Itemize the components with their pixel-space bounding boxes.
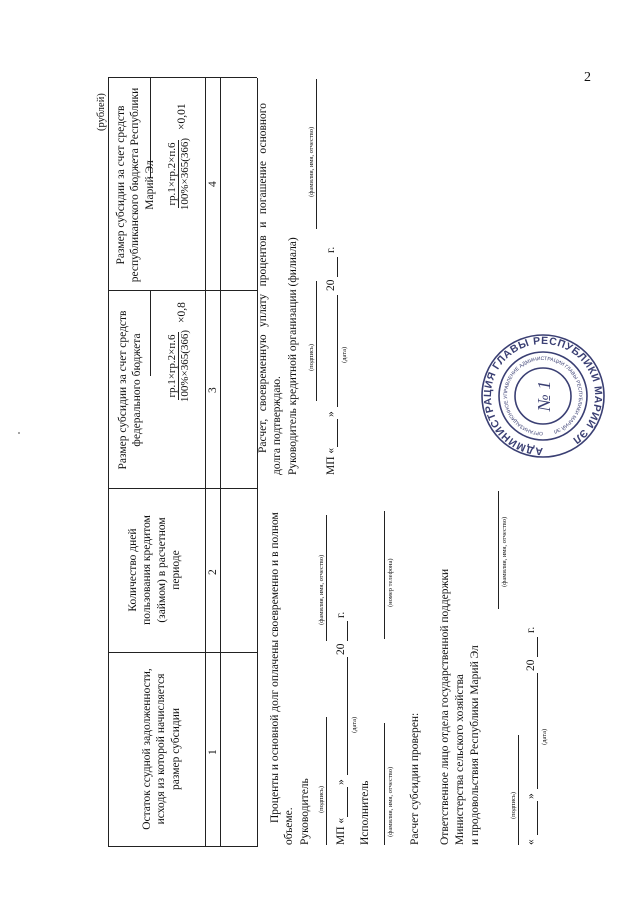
table-bottom-border bbox=[220, 78, 221, 847]
formula-3-numerator: гр.1×гр.2×п.6 bbox=[166, 334, 178, 398]
left-mp-open: МП « bbox=[335, 817, 347, 845]
formula-4-denominator: 100%×365(366) bbox=[179, 137, 191, 211]
verify-line-3: и продовольствия Республики Марий Эл bbox=[469, 645, 481, 845]
formula-col-3 bbox=[166, 321, 191, 411]
executor-name-caption: (фамилия, имя, отчество) bbox=[387, 766, 394, 837]
left-sign-line bbox=[326, 717, 327, 845]
verify-year: 20 bbox=[525, 659, 537, 671]
left-head-label: Руководитель bbox=[299, 778, 311, 845]
verify-title: Расчет субсидии проверен: bbox=[409, 712, 421, 845]
verify-year-suffix: г. bbox=[525, 626, 537, 633]
right-mp-open: МП « bbox=[325, 447, 337, 475]
left-quote-close: » bbox=[335, 779, 347, 785]
right-name-caption: (фамилия, имя, отчество) bbox=[308, 126, 315, 197]
left-year-suffix: г. bbox=[335, 611, 347, 618]
right-quote-close: » bbox=[325, 411, 337, 417]
page-number: 2 bbox=[584, 70, 591, 85]
left-date-line bbox=[347, 657, 348, 775]
verify-sign-line bbox=[518, 735, 519, 845]
verify-open-quote: « bbox=[525, 839, 537, 845]
col-number-1: 1 bbox=[207, 749, 219, 755]
left-date-caption: (дата) bbox=[351, 716, 358, 733]
table-col-line bbox=[108, 846, 257, 847]
units-label: (рублей) bbox=[96, 93, 107, 131]
verify-quote-close: » bbox=[525, 793, 537, 799]
table-top-border bbox=[108, 78, 109, 847]
right-date-caption: (дата) bbox=[341, 346, 348, 363]
formula-4-factor: ×0,01 bbox=[176, 103, 188, 130]
left-name-line bbox=[326, 515, 327, 641]
right-year: 20 bbox=[325, 279, 337, 291]
verify-sign-caption: (подпись) bbox=[510, 792, 517, 819]
formula-4-numerator: гр.1×гр.2×п.6 bbox=[166, 142, 178, 206]
header-col-4: Размер субсидии за счет средств республиканского бюджета Республики Марий Эл bbox=[115, 87, 156, 283]
right-sign-line bbox=[316, 281, 317, 401]
verify-line-1: Ответственное лицо отдела государственной поддержки bbox=[439, 568, 451, 845]
right-date-line bbox=[337, 295, 338, 407]
verify-name-caption: (фамилия, имя, отчество) bbox=[501, 516, 508, 587]
verify-date-caption: (дата) bbox=[541, 728, 548, 745]
formula-3-denominator: 100%×365(366) bbox=[179, 329, 191, 403]
seal-center-text: № 1 bbox=[534, 380, 554, 412]
executor-phone-line bbox=[384, 511, 385, 639]
right-year-line bbox=[337, 257, 338, 277]
verify-date-line bbox=[537, 673, 538, 789]
col-number-2: 2 bbox=[207, 569, 219, 575]
formula-col-4 bbox=[166, 129, 191, 219]
left-sign-caption: (подпись) bbox=[318, 786, 325, 813]
verify-year-line bbox=[537, 637, 538, 657]
table-col-line bbox=[108, 77, 257, 78]
right-sign-caption: (подпись) bbox=[308, 344, 315, 371]
header-col-2: Количество дней пользования кредитом (займом) в расчетном периоде bbox=[127, 515, 183, 625]
table-col-line bbox=[108, 488, 257, 489]
right-paragraph: Расчет, своевременную уплату процентов и погашение основного долга подтверждаю. bbox=[257, 103, 284, 475]
table-col-line bbox=[108, 652, 257, 653]
header-sub-line bbox=[150, 291, 151, 376]
executor-name-line bbox=[384, 723, 385, 845]
left-day-line bbox=[347, 787, 348, 817]
right-year-suffix: г. bbox=[325, 246, 337, 253]
table-header-bottom bbox=[205, 78, 206, 847]
formula-3-factor: ×0,8 bbox=[176, 302, 188, 323]
verify-name-line bbox=[498, 491, 499, 609]
seal-inner-text: ОРГАНИЗАЦИОННОЕ УПРАВЛЕНИЕ АДМИНИСТРАЦИИ ГЛАВЫ РЕСПУБЛИКИ МАРИЙ ЭЛ bbox=[502, 355, 584, 437]
right-day-line bbox=[337, 419, 338, 447]
table-col-line bbox=[108, 290, 257, 291]
right-head-label: Руководитель кредитной организации (филиала) bbox=[287, 237, 299, 475]
executor-label: Исполнитель bbox=[359, 780, 371, 845]
col-number-3: 3 bbox=[207, 387, 219, 393]
left-paragraph: Проценты и основной долг оплачены своевременно и в полном объеме. bbox=[269, 512, 296, 845]
left-year-line bbox=[347, 621, 348, 641]
verify-day-line bbox=[537, 801, 538, 835]
left-name-caption: (фамилия, имя, отчество) bbox=[318, 554, 325, 625]
header-col-3: Размер субсидии за счет средств федерального бюджета bbox=[117, 310, 144, 470]
col-number-4: 4 bbox=[207, 181, 219, 187]
seal-outer-text: АДМИНИСТРАЦИЯ ГЛАВЫ РЕСПУБЛИКИ МАРИЙ ЭЛ bbox=[481, 334, 605, 458]
right-name-line bbox=[316, 79, 317, 229]
verify-line-2: Министерства сельского хозяйства bbox=[454, 674, 466, 845]
executor-phone-caption: (номер телефона) bbox=[387, 558, 394, 607]
header-col-1: Остаток ссудной задолженности, исходя из которой начисляется размер субсидии bbox=[141, 668, 182, 830]
left-year: 20 bbox=[335, 643, 347, 655]
official-seal bbox=[480, 333, 606, 459]
